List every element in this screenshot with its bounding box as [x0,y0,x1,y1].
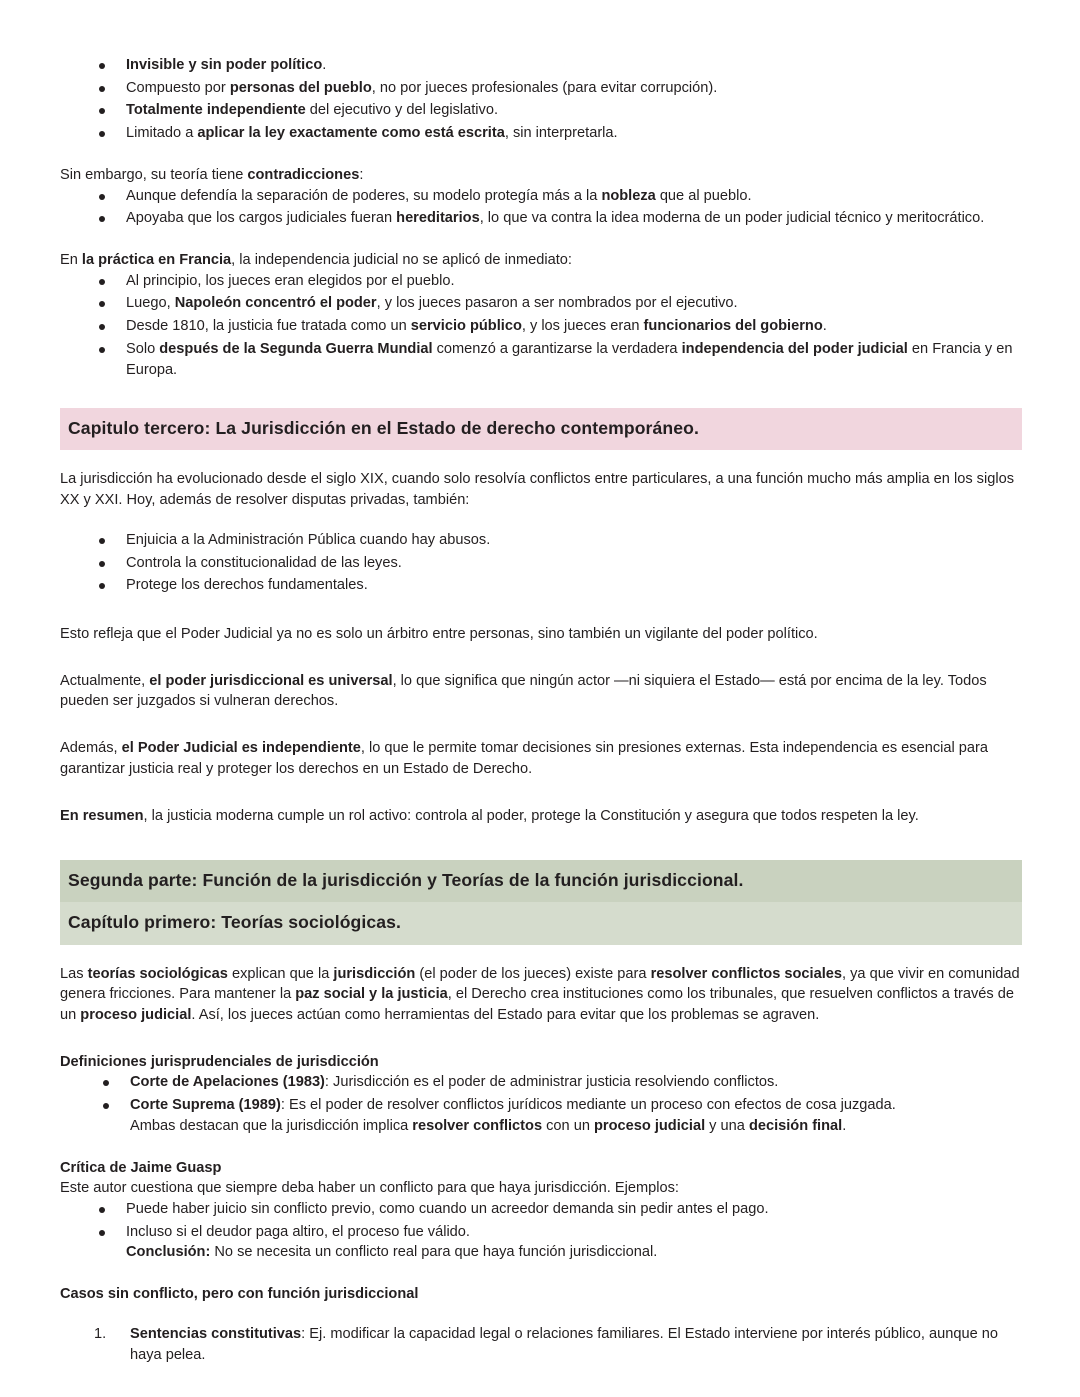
list-item [60,78,1022,99]
note-bold-1: resolver conflictos [412,1117,543,1134]
chapter-three-heading [60,408,1022,450]
list-item [60,55,1022,76]
heading-bold: Capitulo tercero [68,418,205,439]
bullet-rest: : Es el poder de resolver conflictos jurídicos mediante un proceso con efectos de cosa juzgada. [280,1097,896,1114]
item-rest: : Ej. modificar la capacidad legal o relaciones familiares. El Estado interviene por interés público, aunque no haya pelea. [130,1325,998,1363]
item-bold: Sentencias constitutivas [130,1325,302,1342]
heading-rest: : Teorías sociológicas. [210,912,402,933]
bullet-pre: Limitado a [126,125,198,142]
critica-guasp-intro: Este autor cuestiona que siempre deba haber un conflicto para que haya jurisdicción. Ejemplos: [60,1180,679,1197]
chapter-one-intro [60,964,1022,1026]
note-mid-2: y una [705,1117,749,1134]
bullet-bold: Corte de Apelaciones (1983) [130,1074,325,1091]
note-mid-3: . [842,1117,847,1134]
bullet-pre: Solo [126,340,160,357]
intro-post: : [359,166,364,183]
intro-bold-2: jurisdicción [333,965,416,982]
list-item: Puede haber juicio sin conflicto previo, como cuando un acreedor demanda sin pedir antes el pago. [60,1199,1022,1220]
bullet-pre: Desde 1810, la justicia fue tratada como un [126,318,411,335]
bullet-bold: después de la Segunda Guerra Mundial [159,340,433,357]
para-pre: Además, [60,740,122,757]
bullet-pre: Aunque defendía la separación de poderes, su modelo protegía más a la [126,187,602,204]
bullet-bold: Napoleón concentró el poder [174,295,377,312]
bullet-rest: : Jurisdicción es el poder de administrar justicia resolviendo conflictos. [324,1074,779,1091]
part-two-heading-group [60,860,1022,944]
list-item: Protege los derechos fundamentales. [60,575,1022,596]
list-item [60,271,1022,292]
para-bold: el Poder Judicial es independiente [121,740,361,757]
list-item [60,1324,1022,1365]
bullet-bold: nobleza [601,187,656,204]
ambas-note [130,1116,1022,1137]
list-item [60,186,1022,207]
definiciones-list [60,1072,1022,1136]
intro-bold-4: paz social y la justicia [295,986,448,1003]
intro-bold-1: teorías sociológicas [87,965,228,982]
bullet-bold: servicio público [410,318,522,335]
bullet-rest-2: en Francia y en Europa. [126,340,1013,378]
heading-rest: : La Jurisdicción en el Estado de derecho contemporáneo. [204,418,699,439]
intro-mid-2: (el poder de los jueces) existe para [415,965,651,982]
contradicciones-list [60,186,1022,229]
montesquieu-traits-list [60,55,1022,144]
conclusion-bold: Conclusión: [126,1244,211,1261]
para-post: , lo que significa que ningún actor —ni siquiera el Estado— está por encima de la ley. Todos pueden ser juzgados si vulneran derechos. [60,672,987,710]
independence-paragraph [60,738,1022,779]
bullet-text: Incluso si el deudor paga altiro, el proceso fue válido. [126,1223,470,1240]
bullet-rest: del ejecutivo y del legislativo. [305,102,499,119]
practica-francia-intro [60,250,1022,271]
bullet-bold: hereditarios [396,210,480,227]
list-item: Controla la constitucionalidad de las leyes. [60,553,1022,574]
bullet-bold-lead: Invisible y sin poder político [126,57,323,73]
bullet-pre: Luego, [126,295,175,312]
part-two-heading [60,860,1022,902]
intro-pre: Sin embargo, su teoría tiene [60,166,248,183]
critica-guasp-heading [60,1158,1022,1179]
chapter-three-functions-list [60,530,1022,596]
bullet-rest: , no por jueces profesionales (para evitar corrupción). [371,79,718,96]
summary-paragraph [60,806,1022,827]
intro-pre: En [60,252,82,269]
bullet-pre: Al principio, los jueces eran elegidos por el pueblo. [126,272,455,289]
bullet-bold-lead: Totalmente independiente [126,102,306,119]
intro-mid-4: , el Derecho crea instituciones como los tribunales, que resuelven conflictos a través de un [60,986,1014,1024]
note-bold-2: proceso judicial [594,1117,706,1134]
para-post: , la justicia moderna cumple un rol activo: controla al poder, protege la Constitución y asegura que todos respeten la ley. [143,807,919,824]
chapter-one-heading [60,902,1022,944]
intro-bold: la práctica en Francia [81,252,232,269]
definiciones-heading [60,1052,1022,1073]
list-item [60,123,1022,144]
bullet-bold-2: independencia del poder judicial [681,340,908,357]
list-item [60,100,1022,121]
intro-mid-1: explican que la [227,965,334,982]
contradicciones-intro [60,165,1022,186]
intro-bold-5: proceso judicial [80,1007,192,1024]
heading-text: Casos sin conflicto, pero con función jurisdiccional [60,1286,419,1303]
bullet-pre: Compuesto por [126,79,230,96]
list-item [60,1222,1022,1263]
heading-text: Definiciones jurisprudenciales de jurisdicción [60,1053,379,1070]
conclusion-note [126,1242,1022,1263]
bullet-rest: , lo que va contra la idea moderna de un poder judicial técnico y meritocrático. [479,210,985,227]
bullet-rest: , y los jueces pasaron a ser nombrados por el ejecutivo. [376,295,738,312]
bullet-pre: Apoyaba que los cargos judiciales fueran [126,210,397,227]
chapter-three-intro: La jurisdicción ha evolucionado desde el siglo XIX, cuando solo resolvía conflictos entre particulares, a una función mucho más amplia en los siglos XX y XXI. Hoy, además de resolver disputas privadas, también: [60,471,1014,509]
intro-post: , la independencia judicial no se aplicó de inmediato: [231,252,572,269]
practica-francia-list [60,271,1022,381]
heading-bold: Segunda parte [68,870,192,891]
universal-power-paragraph [60,671,1022,712]
note-bold-3: decisión final [748,1117,843,1134]
list-item [60,1095,1022,1136]
intro-mid-3: , ya que vivir en comunidad genera fricciones. Para mantener la [60,965,1020,1003]
para-pre: Actualmente, [60,672,150,689]
heading-bold: Capítulo primero [68,912,211,933]
list-item [60,1072,1022,1093]
para-bold: el poder jurisdiccional es universal [149,672,393,689]
intro-bold-3: resolver conflictos sociales [650,965,842,982]
intro-mid-5: . Así, los jueces actúan como herramientas del Estado para evitar que los problemas se agraven. [191,1007,820,1024]
para-bold: En resumen [60,807,144,824]
casos-sin-conflicto-list [60,1324,1022,1365]
list-item: Enjuicia a la Administración Pública cuando hay abusos. [60,530,1022,551]
conclusion-rest: No se necesita un conflicto real para que haya función jurisdiccional. [210,1244,658,1261]
intro-bold: contradicciones [247,166,360,183]
bullet-bold: personas del pueblo [229,79,372,96]
bullet-rest: , y los jueces eran [521,318,644,335]
bullet-bold-2: funcionarios del gobierno [643,318,823,335]
list-item [60,293,1022,314]
chapter-three-reflection: Esto refleja que el Poder Judicial ya no es solo un árbitro entre personas, sino también un vigilante del poder político. [60,626,818,643]
list-item [60,316,1022,337]
heading-text: Crítica de Jaime Guasp [60,1159,222,1176]
bullet-bold: Corte Suprema (1989) [130,1097,281,1114]
bullet-rest: que al pueblo. [655,187,752,204]
bullet-bold: aplicar la ley exactamente como está escrita [197,125,505,142]
list-item [60,208,1022,229]
note-pre: Ambas destacan que la jurisdicción implica [130,1117,413,1134]
heading-rest: : Función de la jurisdicción y Teorías de la función jurisdiccional. [191,870,744,891]
list-item [60,339,1022,380]
bullet-rest: comenzó a garantizarse la verdadera [432,340,682,357]
note-mid-1: con un [542,1117,595,1134]
bullet-rest: , sin interpretarla. [504,125,618,142]
intro-pre: Las [60,965,88,982]
bullet-rest-2: . [822,318,827,335]
casos-sin-conflicto-heading [60,1284,1022,1305]
critica-guasp-list [60,1199,1022,1263]
para-post: , lo que le permite tomar decisiones sin presiones externas. Esta independencia es esencial para garantizar justicia real y proteger los derechos en un Estado de Derecho. [60,740,988,777]
bullet-rest: . [322,57,327,73]
